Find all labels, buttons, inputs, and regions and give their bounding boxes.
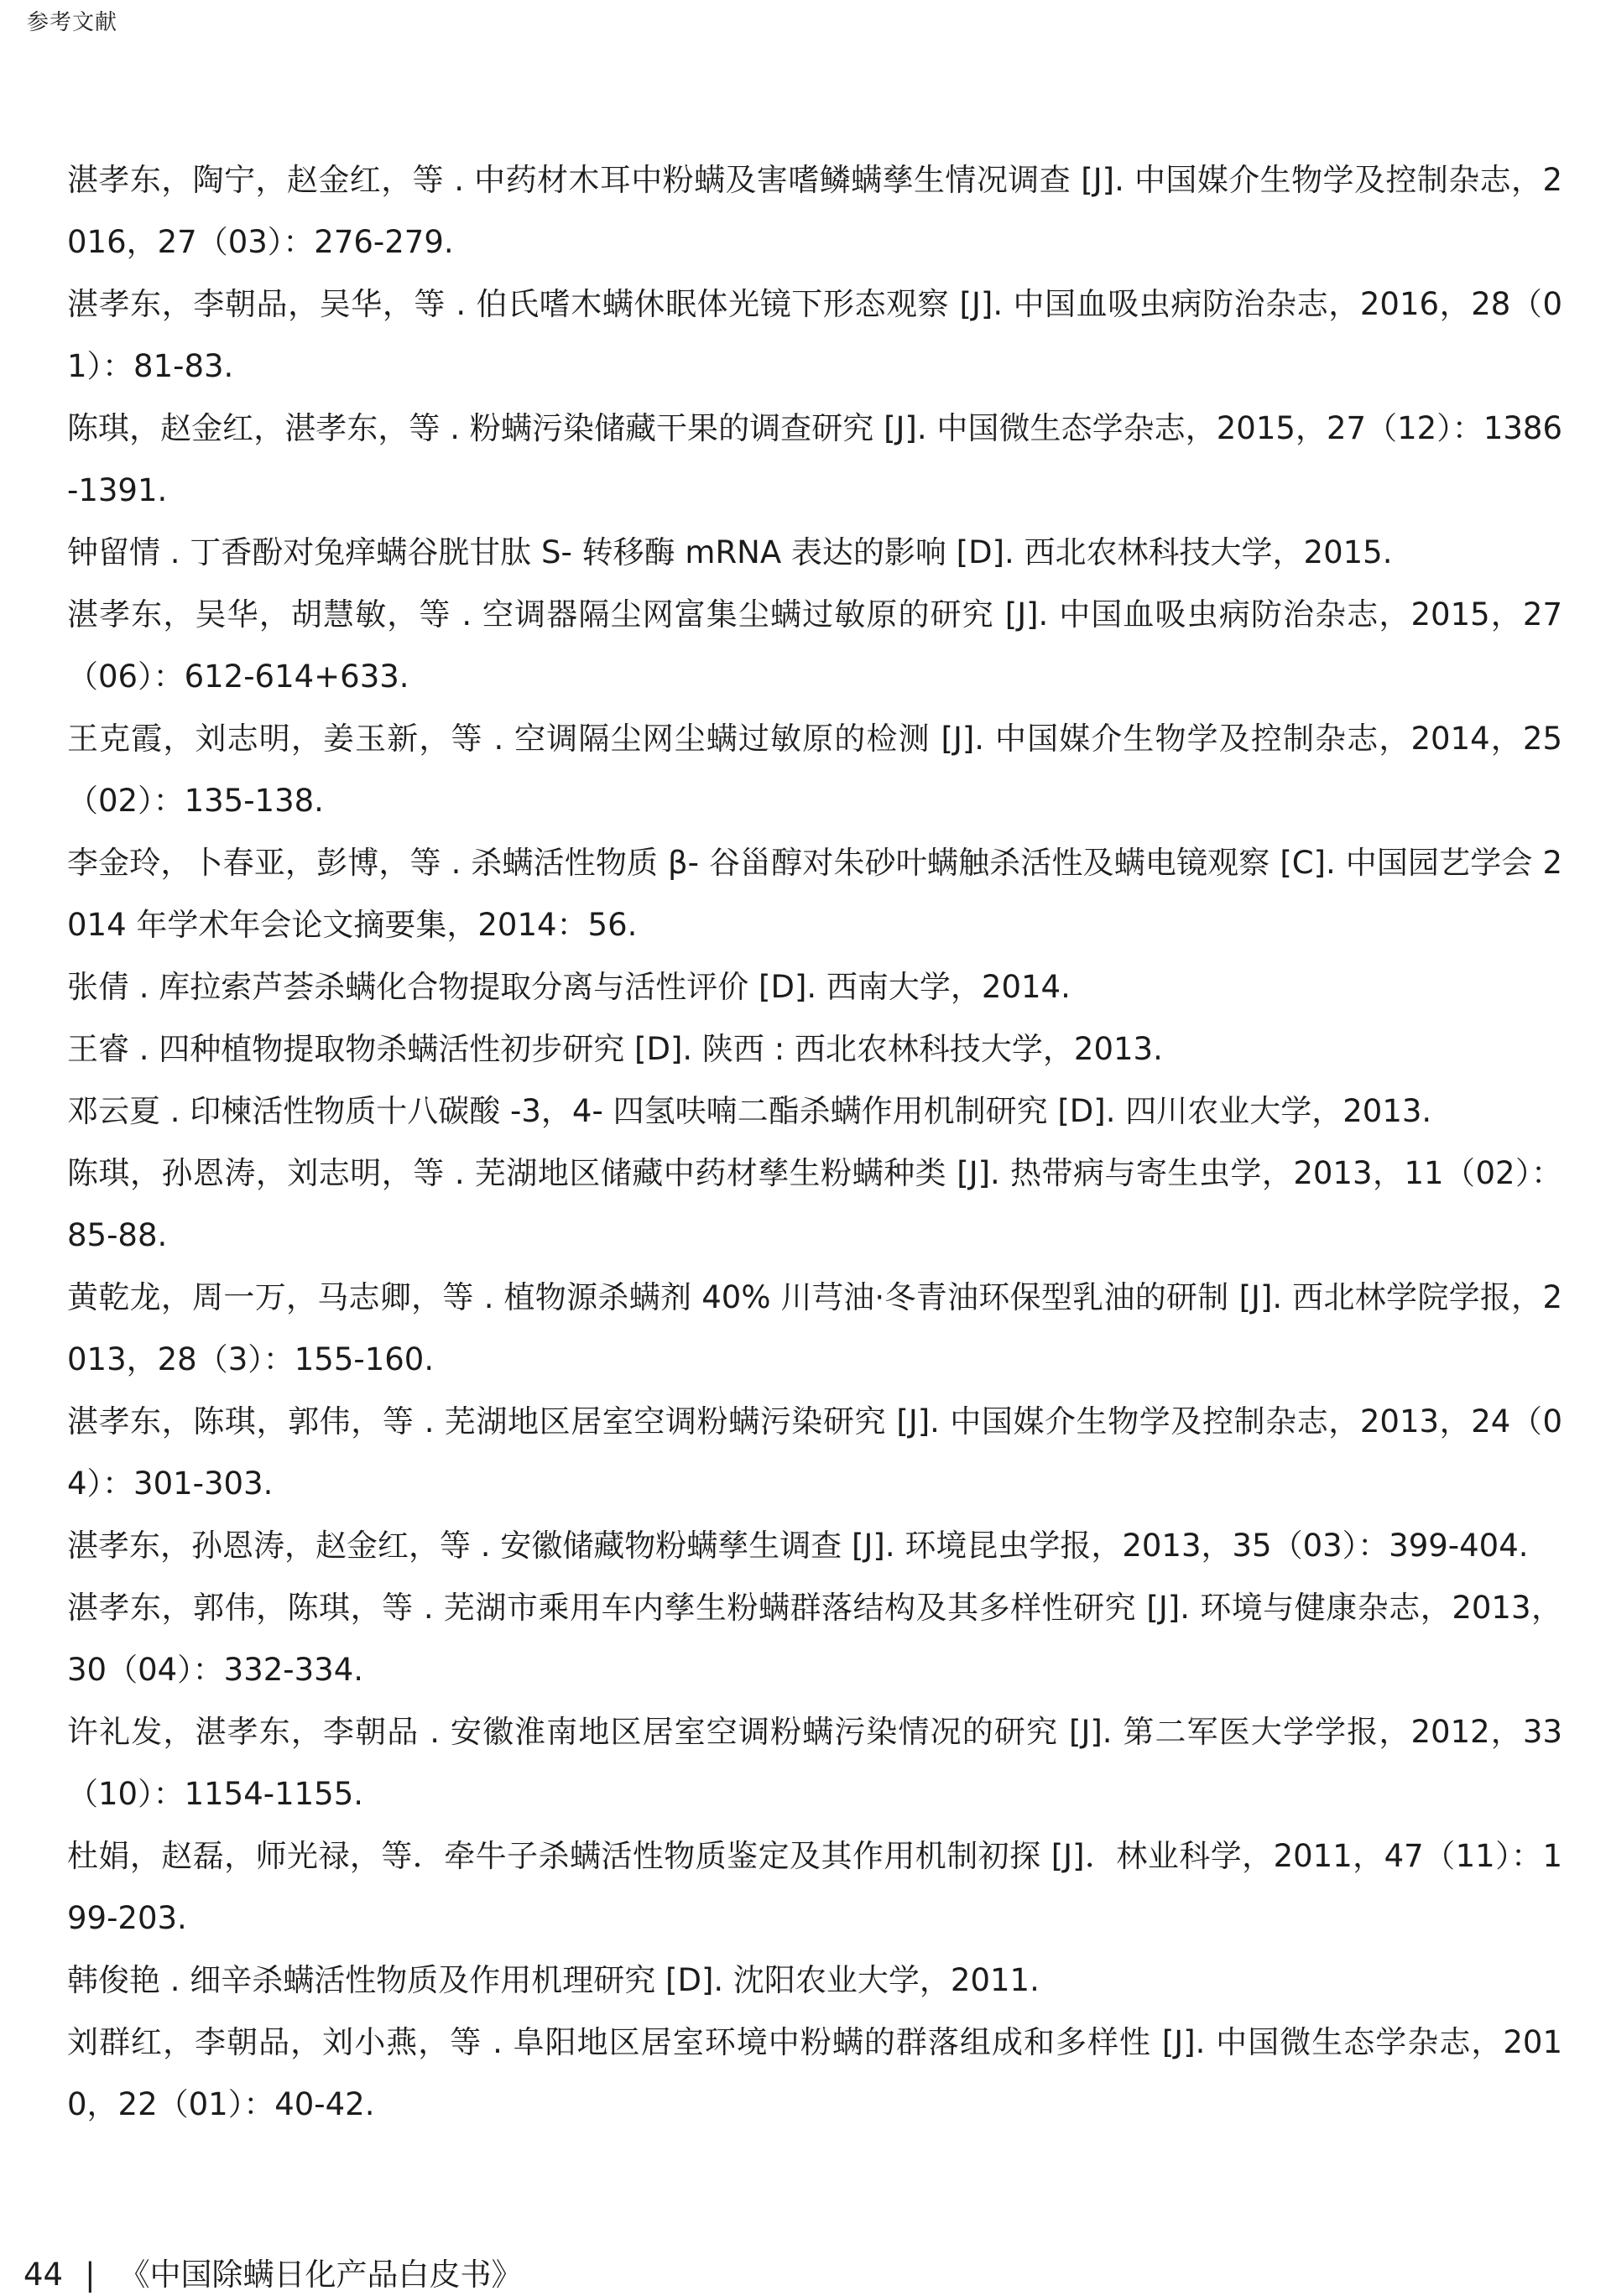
reference-item: 李金玲，卜春亚，彭博，等 . 杀螨活性物质 β- 谷甾醇对朱砂叶螨触杀活性及螨电镜观察 [C]. 中国园艺学会 2014 年学术年会论文摘要集，2014：56. [67,845,1562,943]
reference-item: 王克霞，刘志明，姜玉新，等 . 空调隔尘网尘螨过敏原的检测 [J]. 中国媒介生物学及控制杂志，2014，25（02）：135-138. [67,721,1562,819]
reference-item: 张倩 . 库拉索芦荟杀螨化合物提取分离与活性评价 [D]. 西南大学，2014. [67,969,1071,1005]
reference-item: 湛孝东，李朝品，吴华，等 . 伯氏嗜木螨休眠体光镜下形态观察 [J]. 中国血吸虫病防治杂志，2016，28（01）：81-83. [67,286,1562,384]
reference-item: 刘群红，李朝品，刘小燕，等 . 阜阳地区居室环境中粉螨的群落组成和多样性 [J]. 中国微生态学杂志，2010，22（01）：40-42. [67,2024,1562,2122]
reference-item: 邓云夏 . 印楝活性物质十八碳酸 -3，4- 四氢呋喃二酯杀螨作用机制研究 [D]. 四川农业大学，2013. [67,1093,1432,1129]
reference-item: 湛孝东，陈琪，郭伟，等 . 芜湖地区居室空调粉螨污染研究 [J]. 中国媒介生物学及控制杂志，2013，24（04）：301-303. [67,1403,1562,1502]
reference-item: 湛孝东，孙恩涛，赵金红，等 . 安徽储藏物粉螨孳生调查 [J]. 环境昆虫学报，2013，35（03）：399-404. [67,1528,1529,1564]
reference-item: 湛孝东，吴华，胡慧敏，等 . 空调器隔尘网富集尘螨过敏原的研究 [J]. 中国血吸虫病防治杂志，2015，27（06）：612-614+633. [67,596,1562,695]
reference-item: 湛孝东，陶宁，赵金红，等 . 中药材木耳中粉螨及害嗜鳞螨孳生情况调查 [J]. 中国媒介生物学及控制杂志，2016，27（03）：276-279. [67,162,1562,260]
reference-item: 黄乾龙，周一万，马志卿，等 . 植物源杀螨剂 40% 川芎油·冬青油环保型乳油的研制 [J]. 西北林学院学报，2013，28（3）：155-160. [67,1279,1562,1377]
reference-item: 许礼发，湛孝东，李朝品 . 安徽淮南地区居室空调粉螨污染情况的研究 [J]. 第二军医大学学报，2012，33（10）：1154-1155. [67,1714,1562,1812]
reference-item: 钟留情 . 丁香酚对兔痒螨谷胱甘肽 S- 转移酶 mRNA 表达的影响 [D]. 西北农林科技大学，2015. [67,534,1393,570]
reference-item: 陈琪，孙恩涛，刘志明，等 . 芜湖地区储藏中药材孳生粉螨种类 [J]. 热带病与寄生虫学，2013，11（02）：85-88. [67,1155,1562,1253]
reference-item: 王睿 . 四种植物提取物杀螨活性初步研究 [D]. 陕西 : 西北农林科技大学，2013. [67,1031,1163,1067]
reference-item: 湛孝东，郭伟，陈琪，等 . 芜湖市乘用车内孳生粉螨群落结构及其多样性研究 [J]. 环境与健康杂志，2013，30（04）：332-334. [67,1590,1562,1688]
reference-item: 杜娟，赵磊，师光禄，等．牵牛子杀螨活性物质鉴定及其作用机制初探 [J]．林业科学，2011，47（11）：199-203. [67,1838,1562,1936]
page-footer [23,2257,523,2293]
footer-separator: | [85,2257,96,2293]
section-header: 参考文献 [27,10,118,35]
reference-item: 陈琪，赵金红，湛孝东，等 . 粉螨污染储藏干果的调查研究 [J]. 中国微生态学杂志，2015，27（12）：1386-1391. [67,410,1562,508]
book-title: 《中国除螨日化产品白皮书》 [118,2257,523,2293]
reference-list [67,149,1562,2136]
page-number: 44 [23,2257,64,2293]
reference-item: 韩俊艳 . 细辛杀螨活性物质及作用机理研究 [D]. 沈阳农业大学，2011. [67,1962,1040,1998]
